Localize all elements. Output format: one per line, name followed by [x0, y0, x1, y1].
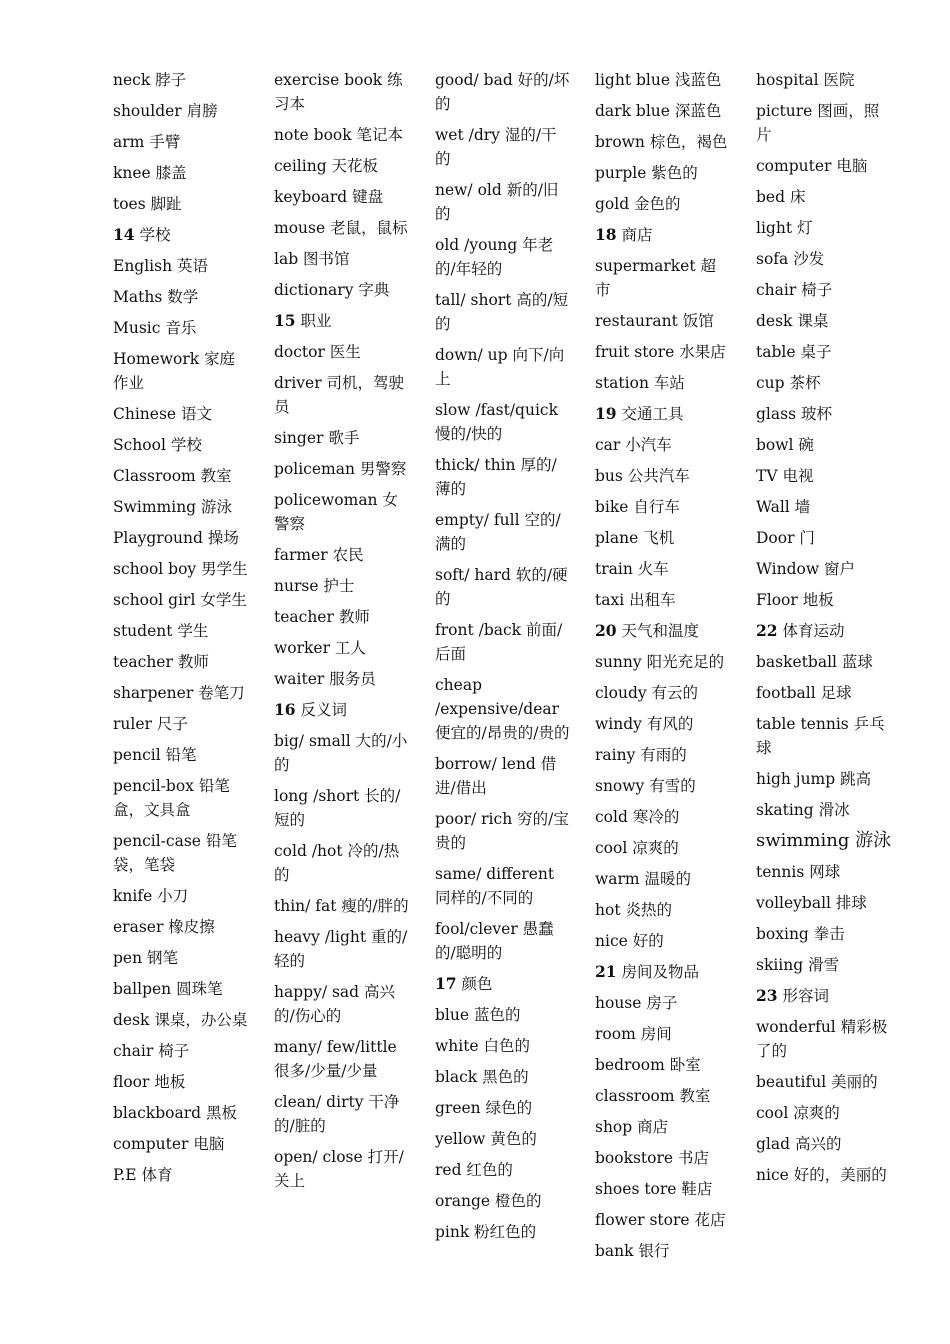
vocab-entry: knee 膝盖	[113, 164, 187, 182]
vocab-entry: good/ bad 好的/坏的	[435, 71, 570, 113]
vocab-entry: fruit store 水果店	[595, 343, 726, 361]
vocab-entry: cool 凉爽的	[595, 839, 679, 857]
section-title: 天气和温度	[621, 622, 700, 640]
vocab-entry: poor/ rich 穷的/宝贵的	[435, 810, 569, 852]
vocab-entry: rainy 有雨的	[595, 746, 687, 764]
vocab-entry: cloudy 有云的	[595, 684, 699, 702]
vocab-column-3	[435, 68, 571, 1251]
vocab-entry: ballpen 圆珠笔	[113, 980, 223, 998]
vocab-entry: sharpener 卷笔刀	[113, 684, 245, 702]
vocab-entry: Classroom 教室	[113, 467, 232, 485]
vocab-entry: School 学校	[113, 436, 202, 454]
vocab-entry: pencil-box 铅笔盒，文具盒	[113, 777, 230, 819]
vocab-entry: singer 歌手	[274, 429, 360, 447]
vocab-entry: shoulder 肩膀	[113, 102, 218, 120]
vocab-entry: white 白色的	[435, 1037, 531, 1055]
vocab-entry: note book 笔记本	[274, 126, 404, 144]
vocab-entry: Door 门	[756, 529, 815, 547]
section-number: 14	[113, 225, 135, 244]
vocab-entry: Swimming 游泳	[113, 498, 233, 516]
vocab-entry: new/ old 新的/旧的	[435, 181, 559, 223]
section-heading	[113, 223, 249, 247]
vocab-entry: exercise book 练习本	[274, 71, 403, 113]
vocab-entry: happy/ sad 高兴的/伤心的	[274, 983, 396, 1025]
vocab-entry: neck 脖子	[113, 71, 187, 89]
vocab-entry: purple 紫色的	[595, 164, 698, 182]
vocab-entry: computer 电脑	[756, 157, 868, 175]
vocab-entry: sofa 沙发	[756, 250, 825, 268]
vocab-entry: mouse 老鼠，鼠标	[274, 219, 408, 237]
vocab-entry: warm 温暖的	[595, 870, 692, 888]
vocab-entry: eraser 橡皮擦	[113, 918, 215, 936]
section-heading	[756, 984, 892, 1008]
vocab-entry: orange 橙色的	[435, 1192, 542, 1210]
vocab-entry: cheap /expensive/dear 便宜的/昂贵的/贵的	[435, 676, 570, 742]
vocab-entry: glad 高兴的	[756, 1135, 842, 1153]
vocab-entry: beautiful 美丽的	[756, 1073, 878, 1091]
vocab-entry: light blue 浅蓝色	[595, 71, 722, 89]
vocab-entry: flower store 花店	[595, 1211, 726, 1229]
section-title: 职业	[300, 312, 332, 330]
vocab-entry: taxi 出租车	[595, 591, 676, 609]
vocab-entry: borrow/ lend 借进/借出	[435, 755, 557, 797]
vocab-entry: same/ different 同样的/不同的	[435, 865, 555, 907]
vocab-entry: sunny 阳光充足的	[595, 653, 725, 671]
vocab-entry: classroom 教室	[595, 1087, 711, 1105]
vocab-entry: P.E 体育	[113, 1166, 173, 1184]
vocab-entry: open/ close 打开/关上	[274, 1148, 404, 1190]
vocab-entry: shop 商店	[595, 1118, 669, 1136]
vocab-entry: blackboard 黑板	[113, 1104, 237, 1122]
vocab-entry: pencil 铅笔	[113, 746, 197, 764]
section-title: 形容词	[782, 987, 830, 1005]
section-title: 反义词	[300, 701, 348, 719]
section-number: 22	[756, 621, 778, 640]
vocab-entry: keyboard 键盘	[274, 188, 384, 206]
vocab-entry: desk 课桌	[756, 312, 829, 330]
section-title: 交通工具	[621, 405, 684, 423]
vocab-entry: waiter 服务员	[274, 670, 376, 688]
section-title: 颜色	[461, 975, 493, 993]
section-title: 学校	[139, 226, 171, 244]
section-number: 20	[595, 621, 617, 640]
vocab-entry: Maths 数学	[113, 288, 199, 306]
vocab-entry: yellow 黄色的	[435, 1130, 537, 1148]
vocab-entry: tennis 网球	[756, 863, 841, 881]
section-heading	[595, 960, 731, 984]
section-heading	[274, 309, 410, 333]
vocab-entry: Homework 家庭作业	[113, 350, 236, 392]
vocab-entry: long /short 长的/短的	[274, 787, 401, 829]
vocab-entry: train 火车	[595, 560, 669, 578]
vocab-entry: heavy /light 重的/轻的	[274, 928, 408, 970]
vocab-entry: cold 寒冷的	[595, 808, 680, 826]
vocab-entry: nice 好的，美丽的	[756, 1166, 887, 1184]
vocab-entry: table tennis 乒乓球	[756, 715, 885, 757]
vocab-entry: fool/clever 愚蠢的/聪明的	[435, 920, 554, 962]
vocab-entry: boxing 拳击	[756, 925, 845, 943]
vocab-entry: black 黑色的	[435, 1068, 529, 1086]
vocab-entry: skiing 滑雪	[756, 956, 840, 974]
vocab-entry: bowl 碗	[756, 436, 814, 454]
vocab-entry: wonderful 精彩极了的	[756, 1018, 888, 1060]
vocab-entry: school girl 女学生	[113, 591, 247, 609]
vocab-entry: wet /dry 湿的/干的	[435, 126, 557, 168]
vocab-entry: bank 银行	[595, 1242, 670, 1260]
vocab-entry: farmer 农民	[274, 546, 364, 564]
vocab-entry: bike 自行车	[595, 498, 680, 516]
vocab-entry: tall/ short 高的/短的	[435, 291, 569, 333]
vocab-entry: bed 床	[756, 188, 806, 206]
vocab-entry: slow /fast/quick 慢的/快的	[435, 401, 558, 443]
vocab-entry: pink 粉红色的	[435, 1223, 537, 1241]
vocab-entry: thick/ thin 厚的/薄的	[435, 456, 557, 498]
vocab-entry: teacher 教师	[274, 608, 370, 626]
section-number: 21	[595, 962, 617, 981]
vocab-entry: arm 手臂	[113, 133, 181, 151]
vocab-entry: bookstore 书店	[595, 1149, 710, 1167]
vocab-entry: driver 司机，驾驶员	[274, 374, 405, 416]
section-number: 17	[435, 974, 457, 993]
vocab-entry: station 车站	[595, 374, 685, 392]
vocab-entry: skating 滑冰	[756, 801, 850, 819]
vocab-entry: windy 有风的	[595, 715, 694, 733]
vocab-entry: bus 公共汽车	[595, 467, 690, 485]
vocab-entry: nice 好的	[595, 932, 664, 950]
vocab-entry: dark blue 深蓝色	[595, 102, 722, 120]
vocab-entry: Playground 操场	[113, 529, 239, 547]
vocab-column-1	[113, 68, 249, 1194]
vocab-entry: policewoman 女警察	[274, 491, 398, 533]
vocab-entry: teacher 教师	[113, 653, 209, 671]
vocab-entry: Music 音乐	[113, 319, 197, 337]
section-number: 16	[274, 700, 296, 719]
section-number: 19	[595, 404, 617, 423]
section-heading	[435, 972, 571, 996]
vocab-entry: knife 小刀	[113, 887, 189, 905]
vocab-entry: soft/ hard 软的/硬的	[435, 566, 568, 608]
vocab-entry: front /back 前面/后面	[435, 621, 563, 663]
vocab-entry: thin/ fat 瘦的/胖的	[274, 897, 409, 915]
vocab-entry: dictionary 字典	[274, 281, 390, 299]
section-number: 23	[756, 986, 778, 1005]
vocab-entry: brown 棕色，褐色	[595, 133, 728, 151]
vocab-entry: picture 图画，照片	[756, 102, 880, 144]
vocab-entry: snowy 有雪的	[595, 777, 696, 795]
vocab-entry: restaurant 饭馆	[595, 312, 714, 330]
section-title: 房间及物品	[621, 963, 700, 981]
vocab-column-4	[595, 68, 731, 1270]
vocab-entry: policeman 男警察	[274, 460, 407, 478]
vocab-entry: room 房间	[595, 1025, 672, 1043]
vocab-entry: hospital 医院	[756, 71, 855, 89]
vocab-entry: computer 电脑	[113, 1135, 225, 1153]
vocab-entry: old /young 年老的/年轻的	[435, 236, 554, 278]
vocab-entry: chair 椅子	[113, 1042, 190, 1060]
vocab-entry: house 房子	[595, 994, 678, 1012]
vocab-entry: high jump 跳高	[756, 770, 872, 788]
vocab-entry: TV 电视	[756, 467, 814, 485]
vocab-entry: floor 地板	[113, 1073, 186, 1091]
vocab-entry: bedroom 卧室	[595, 1056, 701, 1074]
section-title: 商店	[621, 226, 653, 244]
section-heading	[756, 619, 892, 643]
vocab-entry: hot 炎热的	[595, 901, 672, 919]
vocab-entry: school boy 男学生	[113, 560, 248, 578]
vocab-entry: table 桌子	[756, 343, 832, 361]
vocab-entry: supermarket 超市	[595, 257, 717, 299]
vocab-entry: student 学生	[113, 622, 209, 640]
vocab-entry: ceiling 天花板	[274, 157, 379, 175]
vocab-entry: Chinese 语文	[113, 405, 213, 423]
vocab-entry: many/ few/little 很多/少量/少量	[274, 1038, 397, 1080]
vocab-column-5	[756, 68, 892, 1194]
vocab-entry: desk 课桌，办公桌	[113, 1011, 248, 1029]
vocab-entry: Wall 墙	[756, 498, 811, 516]
vocab-entry: down/ up 向下/向上	[435, 346, 565, 388]
vocab-entry: car 小汽车	[595, 436, 672, 454]
vocab-entry: swimming 游泳	[756, 830, 892, 851]
vocab-entry: cup 茶杯	[756, 374, 821, 392]
section-heading	[274, 698, 410, 722]
section-heading	[595, 402, 731, 426]
section-heading	[595, 223, 731, 247]
vocab-entry: doctor 医生	[274, 343, 361, 361]
section-title: 体育运动	[782, 622, 845, 640]
section-number: 15	[274, 311, 296, 330]
section-number: 18	[595, 225, 617, 244]
vocab-entry: cool 凉爽的	[756, 1104, 840, 1122]
vocab-entry: Floor 地板	[756, 591, 834, 609]
vocab-entry: nurse 护士	[274, 577, 355, 595]
vocab-entry: red 红色的	[435, 1161, 513, 1179]
vocab-entry: chair 椅子	[756, 281, 833, 299]
vocab-entry: pencil-case 铅笔袋，笔袋	[113, 832, 237, 874]
vocab-entry: worker 工人	[274, 639, 366, 657]
vocab-entry: English 英语	[113, 257, 208, 275]
vocab-entry: big/ small 大的/小的	[274, 732, 408, 774]
vocab-entry: empty/ full 空的/满的	[435, 511, 561, 553]
vocab-entry: shoes tore 鞋店	[595, 1180, 713, 1198]
vocab-entry: volleyball 排球	[756, 894, 867, 912]
section-heading	[595, 619, 731, 643]
vocab-entry: pen 钢笔	[113, 949, 179, 967]
vocab-entry: green 绿色的	[435, 1099, 533, 1117]
vocab-entry: clean/ dirty 干净的/脏的	[274, 1093, 400, 1135]
vocab-entry: toes 脚趾	[113, 195, 182, 213]
vocab-entry: lab 图书馆	[274, 250, 350, 268]
vocab-entry: gold 金色的	[595, 195, 681, 213]
vocab-entry: plane 飞机	[595, 529, 675, 547]
vocab-entry: light 灯	[756, 219, 813, 237]
vocab-entry: basketball 蓝球	[756, 653, 873, 671]
vocab-entry: Window 窗户	[756, 560, 856, 578]
vocab-entry: glass 玻杯	[756, 405, 832, 423]
vocab-column-2	[274, 68, 410, 1200]
vocab-entry: cold /hot 冷的/热的	[274, 842, 400, 884]
vocab-entry: blue 蓝色的	[435, 1006, 521, 1024]
vocab-entry: football 足球	[756, 684, 852, 702]
vocab-entry: ruler 尺子	[113, 715, 188, 733]
